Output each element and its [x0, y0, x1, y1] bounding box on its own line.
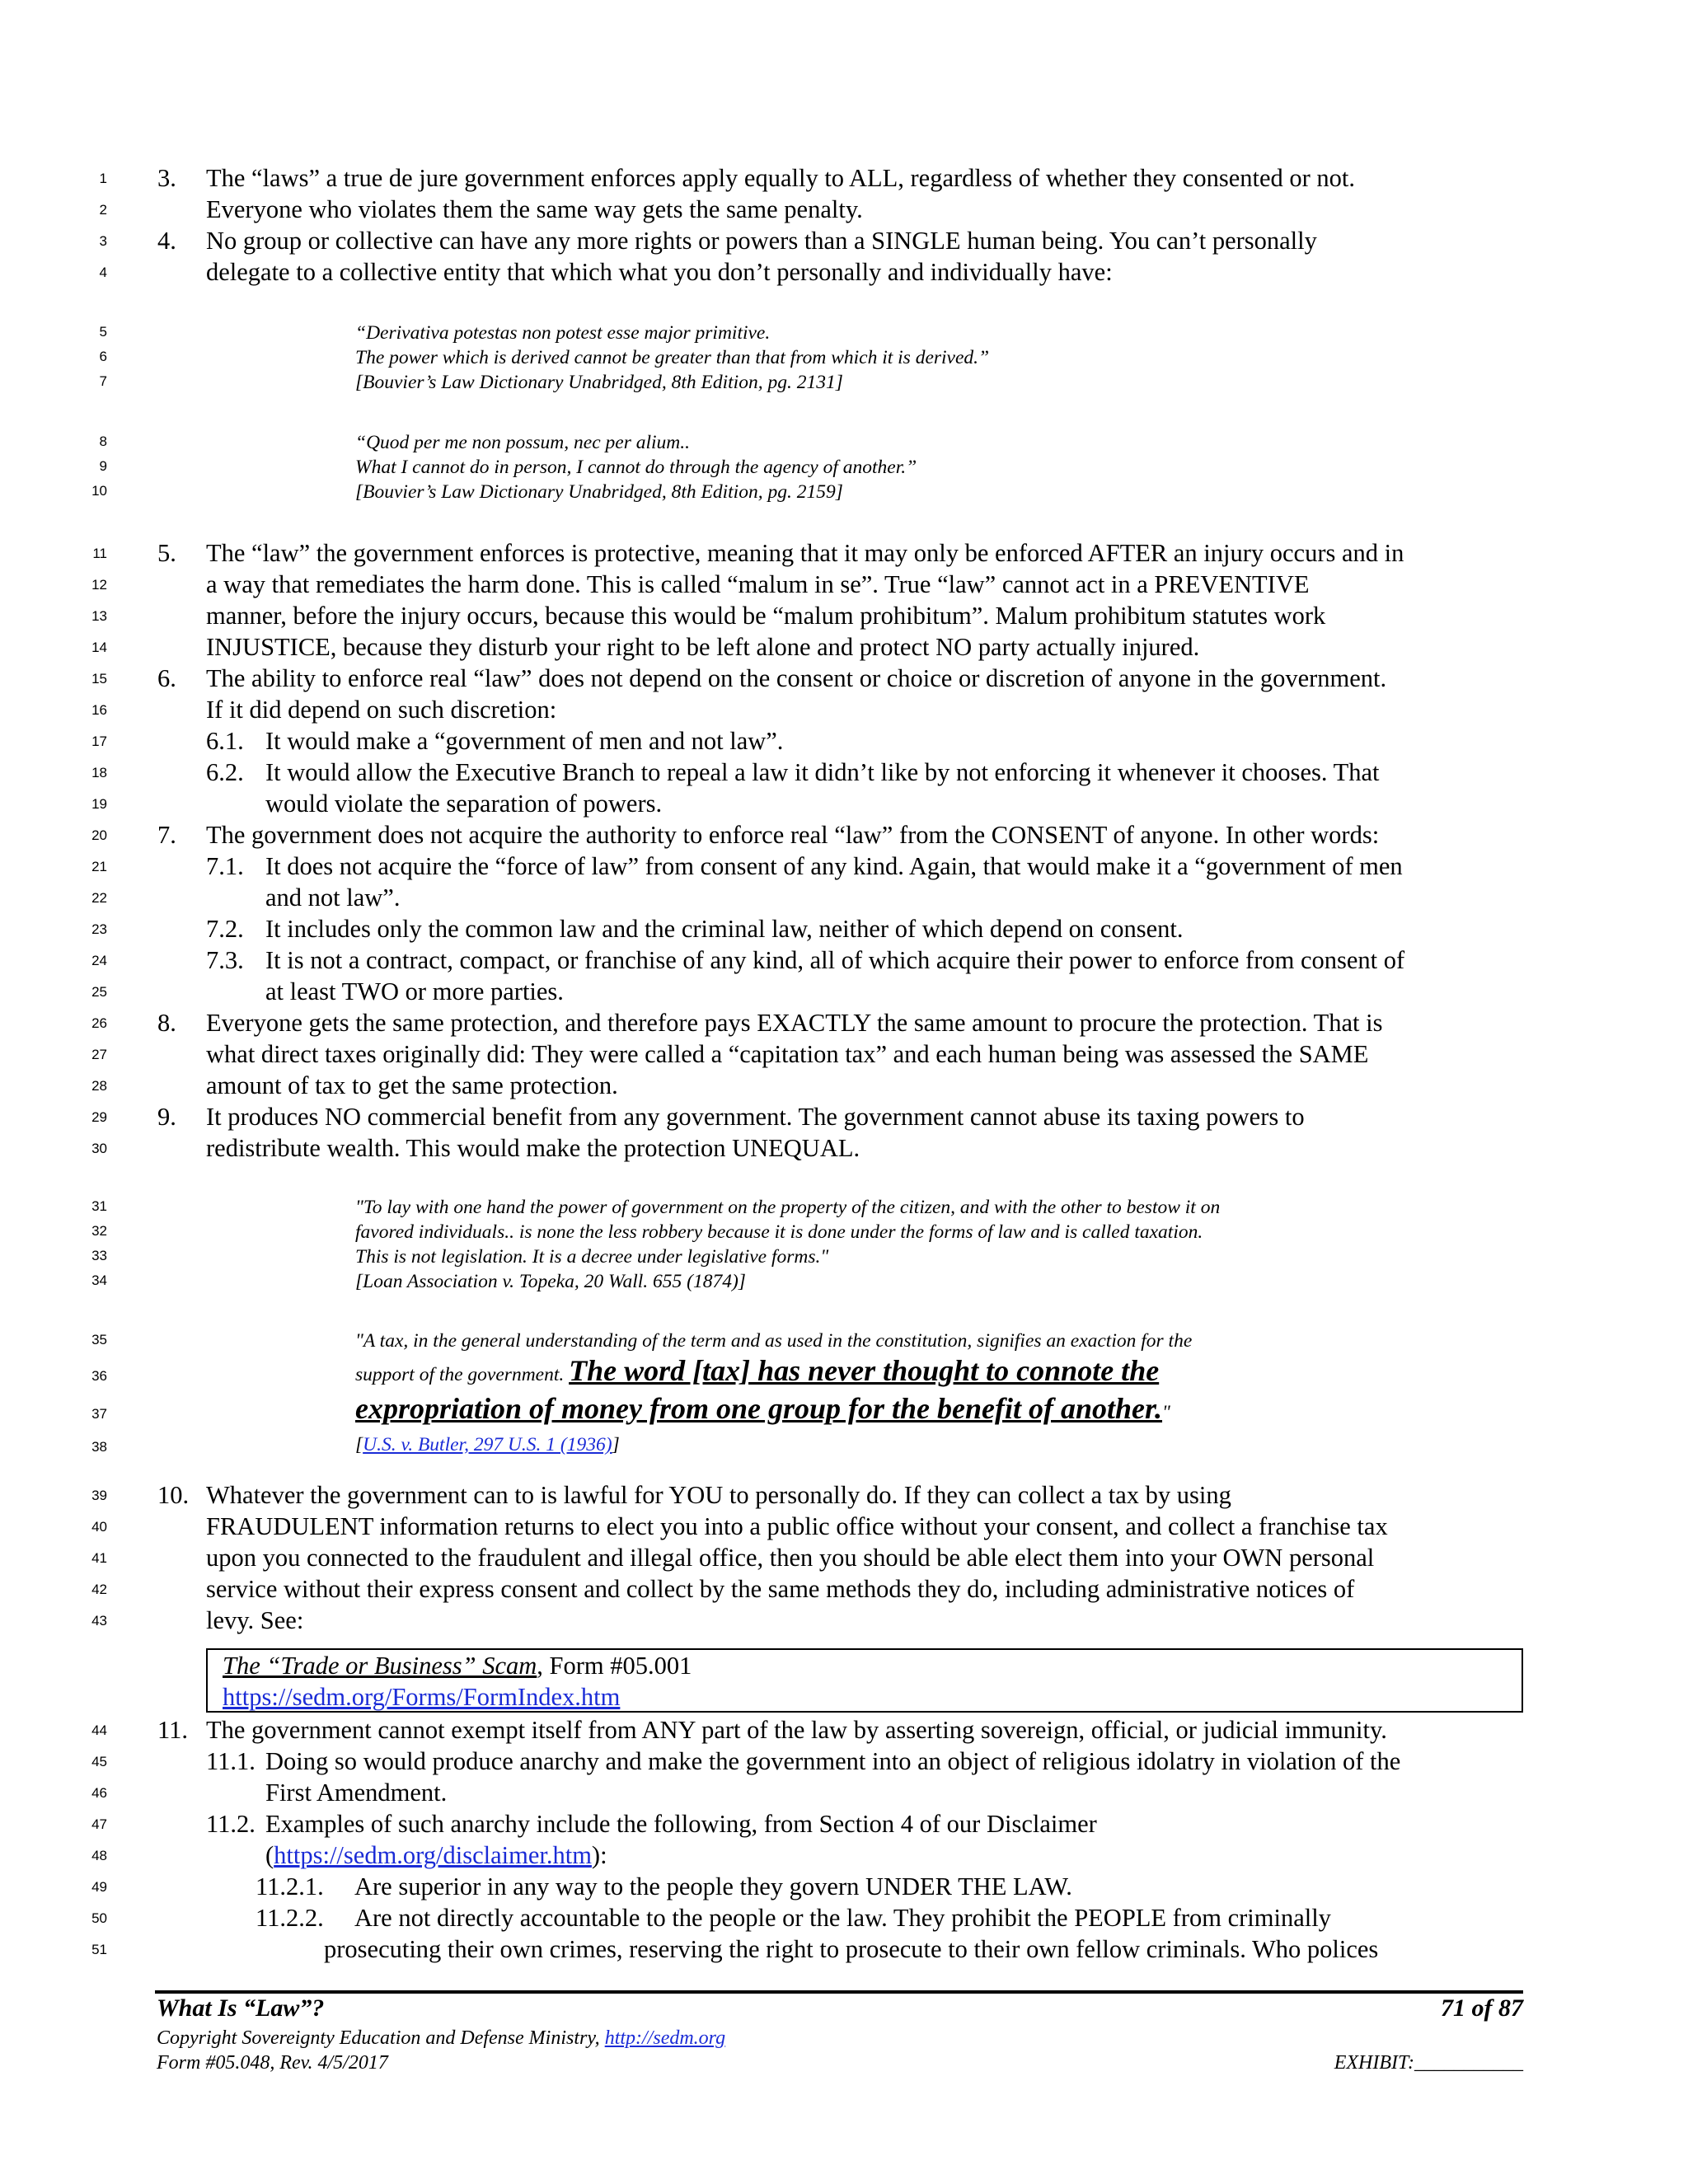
list-marker: 11.1.: [206, 1747, 256, 1775]
quote-line: "A tax, in the general understanding of the term and as used in the constitution, signifies an exaction for the: [355, 1330, 1193, 1352]
line-number: 1: [99, 171, 107, 186]
butler-support-text: support of the government.: [355, 1364, 565, 1385]
text-line: Are superior in any way to the people they govern UNDER THE LAW.: [354, 1872, 1072, 1900]
line-number: 36: [91, 1368, 107, 1384]
disclaimer-link[interactable]: https://sedm.org/disclaimer.htm: [274, 1841, 592, 1869]
line-number: 33: [91, 1248, 107, 1263]
reference-form: , Form #05.001: [537, 1652, 692, 1680]
line-number: 11: [92, 546, 107, 561]
line-number: 32: [91, 1223, 107, 1239]
text-line: The government does not acquire the authority to enforce real “law” from the CONSENT of anyone. In other words:: [206, 821, 1380, 849]
disclaimer-line: [265, 1840, 607, 1871]
line-number: 47: [91, 1816, 107, 1832]
text-line: and not law”.: [265, 883, 401, 912]
line-number: 19: [91, 796, 107, 812]
butler-citation: [355, 1432, 620, 1457]
paren-close: ):: [591, 1841, 607, 1869]
text-line: It includes only the common law and the criminal law, neither of which depend on consent.: [265, 915, 1184, 943]
list-marker: 8.: [157, 1009, 176, 1037]
text-line: The “laws” a true de jure government enforces apply equally to ALL, regardless of whether they consented or not.: [206, 164, 1356, 192]
list-marker: 7.1.: [206, 852, 244, 880]
line-number: 51: [91, 1942, 107, 1957]
line-number: 42: [91, 1582, 107, 1597]
footer-form: Form #05.048, Rev. 4/5/2017: [157, 2052, 388, 2074]
quote-line: [Loan Association v. Topeka, 20 Wall. 655 (1874)]: [355, 1271, 746, 1292]
line-number: 28: [91, 1078, 107, 1094]
list-marker: 10.: [157, 1481, 190, 1509]
quote-line: What I cannot do in person, I cannot do through the agency of another.”: [355, 457, 917, 478]
reference-url-link[interactable]: https://sedm.org/Forms/FormIndex.htm: [223, 1683, 621, 1711]
text-line: It would allow the Executive Branch to repeal a law it didn’t like by not enforcing it whenever it chooses. That: [265, 758, 1380, 786]
line-number: 8: [99, 434, 107, 449]
list-marker: 5.: [157, 539, 176, 567]
list-marker: 11.2.: [206, 1810, 256, 1838]
text-line: levy. See:: [206, 1606, 304, 1634]
line-number: 2: [99, 202, 107, 218]
list-marker: 7.: [157, 821, 176, 849]
cite-bracket-open: [: [355, 1434, 363, 1455]
list-marker: 7.2.: [206, 915, 244, 943]
quote-line: The power which is derived cannot be greater than that from which it is derived.”: [355, 347, 990, 368]
line-number: 13: [91, 608, 107, 624]
line-number: 50: [91, 1910, 107, 1926]
butler-close-quote: ": [1162, 1402, 1170, 1423]
footer-page-number: 71 of 87: [1441, 1994, 1523, 2022]
text-line: a way that remediates the harm done. This is called “malum in se”. True “law” cannot act in a PREVENTIVE: [206, 570, 1310, 598]
line-number: 25: [91, 984, 107, 1000]
text-line: Everyone who violates them the same way gets the same penalty.: [206, 195, 863, 223]
line-number: 10: [91, 483, 107, 499]
footer-exhibit: EXHIBIT:___________: [1334, 2052, 1523, 2074]
butler-case-link[interactable]: U.S. v. Butler, 297 U.S. 1 (1936): [363, 1434, 612, 1455]
line-number: 27: [91, 1047, 107, 1062]
line-number: 40: [91, 1519, 107, 1535]
text-line: Everyone gets the same protection, and therefore pays EXACTLY the same amount to procure the protection. That is: [206, 1009, 1383, 1037]
text-line: manner, before the injury occurs, because this would be “malum prohibitum”. Malum prohibitum statutes work: [206, 602, 1326, 630]
butler-quote-line: [355, 1354, 1160, 1387]
list-marker: 6.: [157, 664, 176, 692]
line-number: 41: [91, 1550, 107, 1566]
paren-open: (: [265, 1841, 274, 1869]
text-line: Examples of such anarchy include the following, from Section 4 of our Disclaimer: [265, 1810, 1097, 1838]
quote-line: This is not legislation. It is a decree under legislative forms.": [355, 1246, 829, 1268]
list-marker: 7.3.: [206, 946, 244, 974]
text-line: what direct taxes originally did: They were called a “capitation tax” and each human being was assessed the SAME: [206, 1040, 1369, 1068]
line-number: 5: [99, 324, 107, 340]
line-number: 3: [99, 233, 107, 249]
footer-title: What Is “Law”?: [157, 1994, 325, 2022]
line-number: 49: [91, 1879, 107, 1895]
text-line: Whatever the government can to is lawful for YOU to personally do. If they can collect a tax by using: [206, 1481, 1231, 1509]
line-number: 9: [99, 458, 107, 474]
line-number: 26: [91, 1015, 107, 1031]
copyright-link[interactable]: http://sedm.org: [604, 2027, 726, 2049]
text-line: service without their express consent and collect by the same methods they do, including administrative notices of: [206, 1575, 1355, 1603]
line-number: 37: [91, 1406, 107, 1422]
text-line: It would make a “government of men and not law”.: [265, 727, 784, 755]
reference-title-link[interactable]: The “Trade or Business” Scam: [223, 1652, 537, 1680]
reference-title-line: [223, 1650, 692, 1681]
line-number: 38: [91, 1439, 107, 1455]
text-line: It does not acquire the “force of law” from consent of any kind. Again, that would make it a “government of men: [265, 852, 1403, 880]
line-number: 48: [91, 1848, 107, 1863]
line-number: 12: [91, 577, 107, 593]
line-number: 21: [91, 859, 107, 874]
text-line: It produces NO commercial benefit from any government. The government cannot abuse its taxing powers to: [206, 1103, 1305, 1131]
butler-emphasis-2: expropriation of money from one group for the benefit of another.: [355, 1392, 1163, 1425]
line-number: 29: [91, 1109, 107, 1125]
list-marker: 6.1.: [206, 727, 244, 755]
line-number: 23: [91, 921, 107, 937]
line-number: 22: [91, 890, 107, 906]
text-line: It is not a contract, compact, or franchise of any kind, all of which acquire their power to enforce from consent of: [265, 946, 1405, 974]
copyright-text: Copyright Sovereignty Education and Defense Ministry,: [157, 2027, 605, 2049]
text-line: Are not directly accountable to the people or the law. They prohibit the PEOPLE from criminally: [354, 1904, 1331, 1932]
line-number: 16: [91, 702, 107, 718]
quote-line: favored individuals.. is none the less robbery because it is done under the forms of law and is called taxation.: [355, 1221, 1203, 1243]
list-marker: 11.: [157, 1716, 188, 1744]
text-line: If it did depend on such discretion:: [206, 696, 557, 724]
line-number: 35: [91, 1332, 107, 1347]
quote-line: "To lay with one hand the power of government on the property of the citizen, and with the other to bestow it on: [355, 1197, 1221, 1218]
quote-line: “Derivativa potestas non potest esse major primitive.: [355, 322, 771, 344]
line-number: 43: [91, 1613, 107, 1629]
quote-line: “Quod per me non possum, nec per alium..: [355, 432, 690, 453]
line-number: 6: [99, 349, 107, 364]
text-line: The government cannot exempt itself from ANY part of the law by asserting sovereign, official, or judicial immunity.: [206, 1716, 1387, 1744]
line-number: 45: [91, 1754, 107, 1769]
line-number: 17: [91, 733, 107, 749]
line-number: 15: [91, 671, 107, 687]
quote-line: [Bouvier’s Law Dictionary Unabridged, 8th Edition, pg. 2131]: [355, 372, 843, 393]
text-line: Doing so would produce anarchy and make the government into an object of religious idolatry in violation of the: [265, 1747, 1401, 1775]
reference-url-line: [223, 1681, 620, 1713]
text-line: The ability to enforce real “law” does not depend on the consent or choice or discretion of anyone in the government.: [206, 664, 1387, 692]
list-marker: 4.: [157, 227, 176, 255]
list-marker: 11.2.2.: [256, 1904, 324, 1932]
line-number: 31: [91, 1198, 107, 1214]
line-number: 18: [91, 765, 107, 780]
footer-copyright: [157, 2027, 725, 2050]
line-number: 20: [91, 827, 107, 843]
text-line: FRAUDULENT information returns to elect you into a public office without your consent, and collect a franchise tax: [206, 1512, 1388, 1540]
line-number: 46: [91, 1785, 107, 1801]
line-number: 30: [91, 1141, 107, 1156]
line-number: 7: [99, 373, 107, 389]
quote-line: [Bouvier’s Law Dictionary Unabridged, 8th Edition, pg. 2159]: [355, 481, 843, 503]
list-marker: 11.2.1.: [256, 1872, 324, 1900]
line-number: 39: [91, 1488, 107, 1503]
text-line: First Amendment.: [265, 1779, 448, 1807]
text-line: amount of tax to get the same protection.: [206, 1071, 618, 1099]
butler-emphasis-1: The word [tax] has never thought to connote the: [569, 1354, 1160, 1387]
cite-bracket-close: ]: [612, 1434, 620, 1455]
text-line: redistribute wealth. This would make the protection UNEQUAL.: [206, 1134, 860, 1162]
text-line: The “law” the government enforces is protective, meaning that it may only be enforced AFTER an injury occurs and in: [206, 539, 1404, 567]
line-number: 14: [91, 640, 107, 655]
text-line: prosecuting their own crimes, reserving the right to prosecute to their own fellow criminals. Who polices: [324, 1935, 1379, 1963]
text-line: would violate the separation of powers.: [265, 790, 663, 818]
butler-quote-line: [355, 1392, 1170, 1425]
list-marker: 3.: [157, 164, 176, 192]
text-line: upon you connected to the fraudulent and illegal office, then you should be able elect them into your OWN personal: [206, 1544, 1375, 1572]
text-line: delegate to a collective entity that which what you don’t personally and individually have:: [206, 258, 1113, 286]
line-number: 24: [91, 953, 107, 968]
text-line: No group or collective can have any more rights or powers than a SINGLE human being. You can’t personally: [206, 227, 1317, 255]
text-line: at least TWO or more parties.: [265, 977, 564, 1005]
list-marker: 6.2.: [206, 758, 244, 786]
text-line: INJUSTICE, because they disturb your right to be left alone and protect NO party actually injured.: [206, 633, 1200, 661]
line-number: 44: [91, 1722, 107, 1738]
line-number: 34: [91, 1272, 107, 1288]
reference-box: [206, 1648, 1523, 1713]
list-marker: 9.: [157, 1103, 176, 1131]
footer-rule: [155, 1990, 1523, 1994]
line-number: 4: [99, 265, 107, 280]
